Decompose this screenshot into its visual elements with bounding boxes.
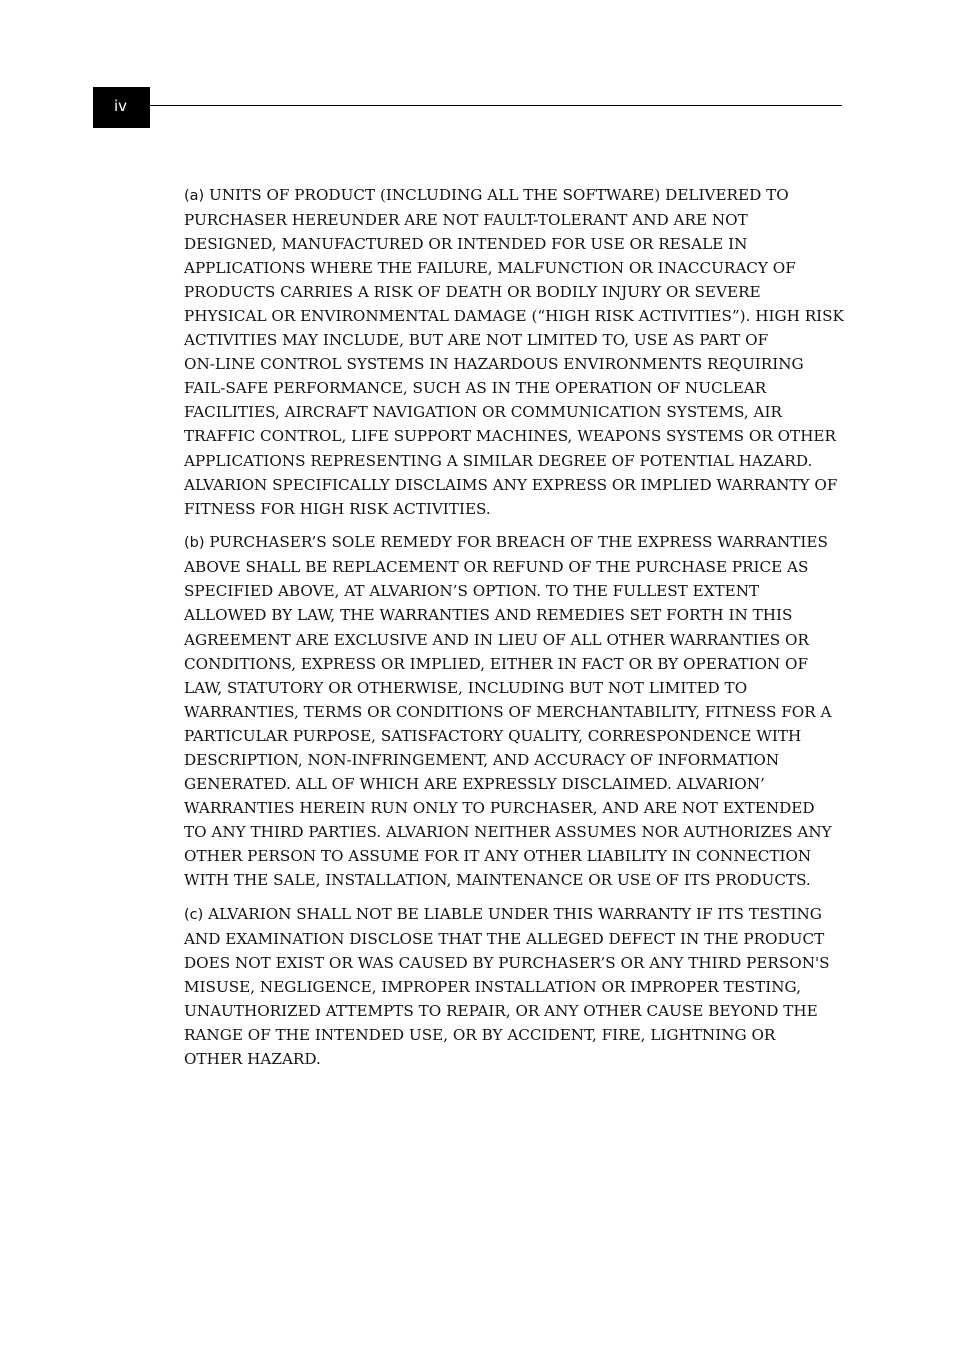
paragraph-a-label: (a) (184, 188, 205, 204)
paragraph-c-body: ALVARION SHALL NOT BE LIABLE UNDER THIS WARRANTY IF ITS TESTING AND EXAMINATION DISCLOSE THAT THE ALLEGED DEFECT IN THE PRODUCT DOES NOT EXIST OR WAS CAUSED BY PURCHASER’S OR ANY THIRD PERSON'S MISUSE, NEGLIGENCE, IMPROPER INSTALLATION OR IMPROPER TESTING, UNAUTHORIZED ATTEMPTS TO REPAIR, OR ANY OTHER CAUSE BEYOND THE RANGE OF THE INTENDED USE, OR BY ACCIDENT, FIRE, LIGHTNING OR OTHER HAZARD. (184, 904, 830, 1069)
paragraph-b (184, 530, 844, 892)
page-number-tab (93, 87, 150, 128)
paragraph-c-label: (c) (184, 906, 204, 923)
paragraph-c (184, 902, 844, 1071)
warranty-disclaimer-text (184, 183, 844, 1081)
paragraph-b-label: (b) (184, 535, 205, 552)
header-rule (150, 105, 842, 106)
paragraph-a-body: UNITS OF PRODUCT (INCLUDING ALL THE SOFTWARE) DELIVERED TO PURCHASER HEREUNDER ARE NOT FAULT-TOLERANT AND ARE NOT DESIGNED, MANUFACTURED OR INTENDED FOR USE OR RESALE IN APPLICATIONS WHERE THE FAILURE, MALFUNCTION OR INACCURACY OF PRODUCTS CARRIES A RISK OF DEATH OR BODILY INJURY OR SEVERE PHYSICAL OR ENVIRONMENTAL DAMAGE (“HIGH RISK ACTIVITIES”). HIGH RISK ACTIVITIES MAY INCLUDE, BUT ARE NOT LIMITED TO, USE AS PART OF ON-LINE CONTROL SYSTEMS IN HAZARDOUS ENVIRONMENTS REQUIRING FAIL-SAFE PERFORMANCE, SUCH AS IN THE OPERATION OF NUCLEAR FACILITIES, AIRCRAFT NAVIGATION OR COMMUNICATION SYSTEMS, AIR TRAFFIC CONTROL, LIFE SUPPORT MACHINES, WEAPONS SYSTEMS OR OTHER APPLICATIONS REPRESENTING A SIMILAR DEGREE OF POTENTIAL HAZARD. ALVARION SPECIFICALLY DISCLAIMS ANY EXPRESS OR IMPLIED WARRANTY OF FITNESS FOR HIGH RISK ACTIVITIES. (184, 186, 844, 518)
paragraph-a (184, 183, 844, 521)
page-number: iv (114, 97, 128, 115)
paragraph-b-body: PURCHASER’S SOLE REMEDY FOR BREACH OF THE EXPRESS WARRANTIES ABOVE SHALL BE REPLACEMENT OR REFUND OF THE PURCHASE PRICE AS SPECIFIED ABOVE, AT ALVARION’S OPTION. TO THE FULLEST EXTENT ALLOWED BY LAW, THE WARRANTIES AND REMEDIES SET FORTH IN THIS AGREEMENT ARE EXCLUSIVE AND IN LIEU OF ALL OTHER WARRANTIES OR CONDITIONS, EXPRESS OR IMPLIED, EITHER IN FACT OR BY OPERATION OF LAW, STATUTORY OR OTHERWISE, INCLUDING BUT NOT LIMITED TO WARRANTIES, TERMS OR CONDITIONS OF MERCHANTABILITY, FITNESS FOR A PARTICULAR PURPOSE, SATISFACTORY QUALITY, CORRESPONDENCE WITH DESCRIPTION, NON-INFRINGEMENT, AND ACCURACY OF INFORMATION GENERATED. ALL OF WHICH ARE EXPRESSLY DISCLAIMED. ALVARION’ WARRANTIES HEREIN RUN ONLY TO PURCHASER, AND ARE NOT EXTENDED TO ANY THIRD PARTIES. ALVARION NEITHER ASSUMES NOR AUTHORIZES ANY OTHER PERSON TO ASSUME FOR IT ANY OTHER LIABILITY IN CONNECTION WITH THE SALE, INSTALLATION, MAINTENANCE OR USE OF ITS PRODUCTS. (184, 533, 832, 889)
